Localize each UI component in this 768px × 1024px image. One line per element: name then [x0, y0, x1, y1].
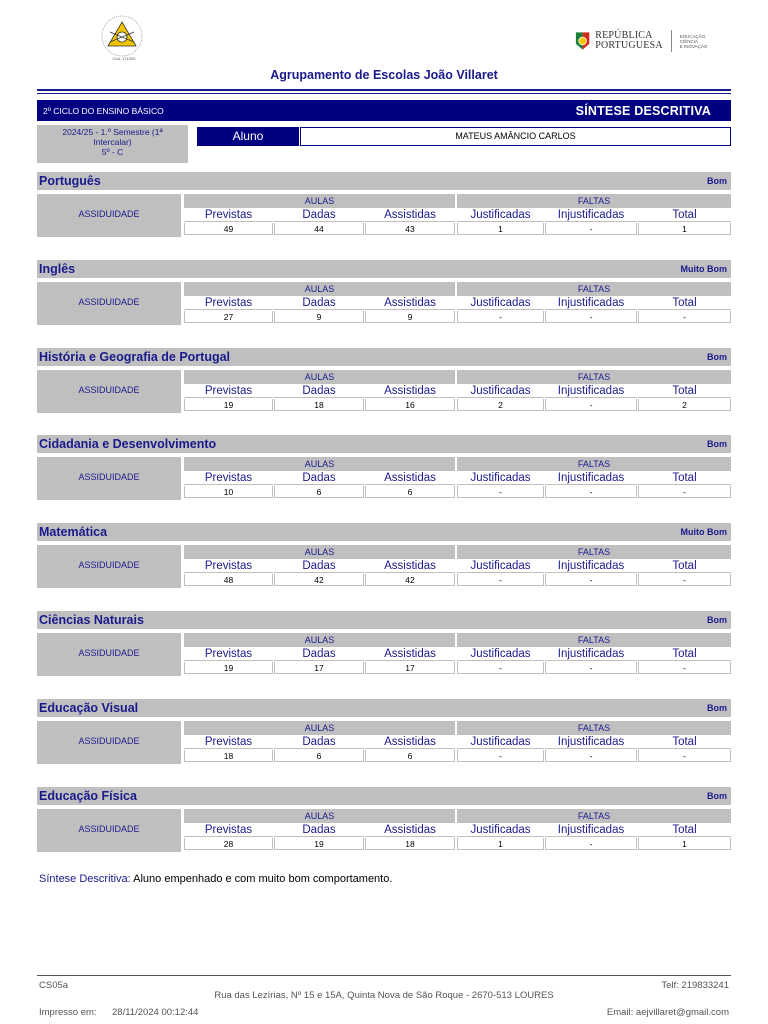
title-bar: [37, 100, 731, 121]
column-header-assistidas: Assistidas: [365, 209, 455, 222]
column-header-justificadas: Justificadas: [457, 472, 544, 485]
sintese-label: Síntese Descritiva:: [39, 873, 131, 885]
cell-justificadas: -: [457, 750, 544, 762]
subject-grade: Bom: [707, 176, 727, 186]
subject-grade: Muito Bom: [680, 264, 727, 274]
column-header-total: Total: [638, 209, 731, 222]
column-header-total: Total: [638, 648, 731, 661]
column-header-justificadas: Justificadas: [457, 824, 544, 837]
cell-dadas: 6: [274, 750, 364, 762]
ministry-text: EDUCAÇÃO, CIÊNCIA E INOVAÇÃO: [679, 33, 708, 49]
cell-total: 2: [638, 399, 731, 411]
cell-total: 1: [638, 838, 731, 850]
cell-injustificadas: -: [545, 486, 637, 498]
subject-block: [37, 787, 731, 853]
republica-text: REPÚBLICA PORTUGUESA: [595, 30, 663, 51]
cell-previstas: 19: [184, 399, 273, 411]
cycle-label: 2º CICLO DO ENSINO BÁSICO: [43, 105, 164, 116]
cell-justificadas: -: [457, 486, 544, 498]
subject-name: Educação Física: [39, 789, 137, 803]
column-header-assistidas: Assistidas: [365, 648, 455, 661]
column-header-justificadas: Justificadas: [457, 736, 544, 749]
assiduidade-label: ASSIDUIDADE: [37, 282, 181, 325]
faltas-group-header: FALTAS: [457, 457, 731, 471]
cell-justificadas: -: [457, 574, 544, 586]
subject-header: [37, 787, 731, 805]
subject-header: [37, 611, 731, 629]
cell-justificadas: 2: [457, 399, 544, 411]
footer-address: Rua das Lezírias, Nº 15 e 15A, Quinta Nova de São Roque - 2670-513 LOURES: [214, 990, 554, 1001]
student-label: Aluno: [197, 127, 299, 146]
cell-assistidas: 6: [365, 486, 455, 498]
column-header-injustificadas: Injustificadas: [545, 385, 637, 398]
column-header-assistidas: Assistidas: [365, 297, 455, 310]
republica-logo: [574, 26, 724, 56]
subject-name: Matemática: [39, 525, 108, 539]
column-header-previstas: Previstas: [184, 472, 273, 485]
cell-injustificadas: -: [545, 750, 637, 762]
form-code: CS05a: [39, 980, 69, 991]
cell-dadas: 17: [274, 662, 364, 674]
aulas-group-header: AULAS: [184, 545, 455, 559]
subject-name: Cidadania e Desenvolvimento: [39, 437, 217, 451]
subject-block: [37, 699, 731, 765]
cell-injustificadas: -: [545, 662, 637, 674]
cell-injustificadas: -: [545, 399, 637, 411]
cell-injustificadas: -: [545, 838, 637, 850]
column-header-justificadas: Justificadas: [457, 560, 544, 573]
column-header-total: Total: [638, 736, 731, 749]
aulas-group-header: AULAS: [184, 370, 455, 384]
assiduidade-label: ASSIDUIDADE: [37, 721, 181, 764]
column-header-assistidas: Assistidas: [365, 560, 455, 573]
subject-block: [37, 172, 731, 238]
header-rule: [37, 89, 731, 91]
cell-assistidas: 42: [365, 574, 455, 586]
subject-grade: Muito Bom: [680, 527, 727, 537]
column-header-total: Total: [638, 385, 731, 398]
subject-header: [37, 523, 731, 541]
footer-email: Email: aejvillaret@gmail.com: [606, 1007, 729, 1018]
cell-total: -: [638, 750, 731, 762]
cell-injustificadas: -: [545, 574, 637, 586]
aulas-group-header: AULAS: [184, 282, 455, 296]
cell-justificadas: 1: [457, 838, 544, 850]
cell-assistidas: 18: [365, 838, 455, 850]
assiduidade-label: ASSIDUIDADE: [37, 633, 181, 676]
printed-label: Impresso em:: [39, 1007, 97, 1018]
faltas-group-header: FALTAS: [457, 370, 731, 384]
aulas-group-header: AULAS: [184, 721, 455, 735]
aulas-group-header: AULAS: [184, 194, 455, 208]
subject-name: História e Geografia de Portugal: [39, 350, 231, 364]
cell-assistidas: 17: [365, 662, 455, 674]
faltas-group-header: FALTAS: [457, 721, 731, 735]
column-header-total: Total: [638, 560, 731, 573]
flag-emblem-icon: [574, 30, 591, 52]
subject-block: [37, 523, 731, 589]
column-header-total: Total: [638, 824, 731, 837]
subject-grade: Bom: [707, 615, 727, 625]
column-header-previstas: Previstas: [184, 385, 273, 398]
header-rule-thin: [37, 93, 731, 94]
column-header-dadas: Dadas: [274, 385, 364, 398]
cell-dadas: 9: [274, 311, 364, 323]
subject-block: [37, 260, 731, 326]
school-name: Agrupamento de Escolas João Villaret: [270, 68, 498, 82]
cell-injustificadas: -: [545, 311, 637, 323]
subject-block: [37, 348, 731, 414]
subject-header: [37, 348, 731, 366]
column-header-justificadas: Justificadas: [457, 648, 544, 661]
subject-header: [37, 172, 731, 190]
cell-previstas: 19: [184, 662, 273, 674]
cell-previstas: 18: [184, 750, 273, 762]
column-header-injustificadas: Injustificadas: [545, 824, 637, 837]
faltas-group-header: FALTAS: [457, 633, 731, 647]
column-header-injustificadas: Injustificadas: [545, 472, 637, 485]
document-title: SÍNTESE DESCRITIVA: [575, 103, 711, 118]
subject-name: Ciências Naturais: [39, 613, 144, 627]
subject-grade: Bom: [707, 439, 727, 449]
column-header-previstas: Previstas: [184, 297, 273, 310]
aulas-group-header: AULAS: [184, 809, 455, 823]
column-header-assistidas: Assistidas: [365, 824, 455, 837]
cell-dadas: 18: [274, 399, 364, 411]
cell-total: 1: [638, 223, 731, 235]
period-line1: 2024/25 - 1.º Semestre (1ª: [62, 127, 163, 137]
column-header-dadas: Dadas: [274, 824, 364, 837]
assiduidade-label: ASSIDUIDADE: [37, 545, 181, 588]
column-header-total: Total: [638, 472, 731, 485]
column-header-justificadas: Justificadas: [457, 385, 544, 398]
faltas-group-header: FALTAS: [457, 545, 731, 559]
subject-name: Inglês: [39, 262, 76, 276]
cell-total: -: [638, 574, 731, 586]
subject-header: [37, 435, 731, 453]
cell-dadas: 44: [274, 223, 364, 235]
column-header-injustificadas: Injustificadas: [545, 209, 637, 222]
assiduidade-label: ASSIDUIDADE: [37, 194, 181, 237]
subject-block: [37, 435, 731, 501]
column-header-justificadas: Justificadas: [457, 297, 544, 310]
cell-previstas: 48: [184, 574, 273, 586]
logo-divider: [671, 30, 672, 52]
cell-dadas: 42: [274, 574, 364, 586]
faltas-group-header: FALTAS: [457, 809, 731, 823]
subject-grade: Bom: [707, 352, 727, 362]
cell-justificadas: -: [457, 662, 544, 674]
printed-date: 28/11/2024 00:12:44: [112, 1007, 199, 1018]
column-header-assistidas: Assistidas: [365, 472, 455, 485]
school-logo: [96, 12, 148, 64]
cell-previstas: 49: [184, 223, 273, 235]
student-name: MATEUS AMÂNCIO CARLOS: [300, 127, 731, 146]
cell-total: -: [638, 486, 731, 498]
footer-rule: [37, 975, 731, 976]
sintese-text: Aluno empenhado e com muito bom comportamento.: [133, 873, 393, 885]
subject-block: [37, 611, 731, 677]
aulas-group-header: AULAS: [184, 633, 455, 647]
sintese-descritiva: [39, 873, 392, 885]
column-header-dadas: Dadas: [274, 472, 364, 485]
assiduidade-label: ASSIDUIDADE: [37, 457, 181, 500]
column-header-justificadas: Justificadas: [457, 209, 544, 222]
class-label: 5º - C: [101, 147, 124, 157]
column-header-dadas: Dadas: [274, 297, 364, 310]
column-header-injustificadas: Injustificadas: [545, 648, 637, 661]
cell-assistidas: 16: [365, 399, 455, 411]
cell-justificadas: -: [457, 311, 544, 323]
cell-injustificadas: -: [545, 223, 637, 235]
column-header-injustificadas: Injustificadas: [545, 297, 637, 310]
column-header-injustificadas: Injustificadas: [545, 736, 637, 749]
subject-name: Português: [39, 174, 101, 188]
cell-dadas: 19: [274, 838, 364, 850]
column-header-previstas: Previstas: [184, 209, 273, 222]
column-header-assistidas: Assistidas: [365, 385, 455, 398]
faltas-group-header: FALTAS: [457, 194, 731, 208]
cell-assistidas: 43: [365, 223, 455, 235]
column-header-dadas: Dadas: [274, 648, 364, 661]
cell-assistidas: 6: [365, 750, 455, 762]
assiduidade-label: ASSIDUIDADE: [37, 809, 181, 852]
period-line2: Intercalar): [93, 137, 132, 147]
cell-previstas: 10: [184, 486, 273, 498]
column-header-injustificadas: Injustificadas: [545, 560, 637, 573]
column-header-previstas: Previstas: [184, 736, 273, 749]
period-box: [37, 125, 188, 163]
subject-header: [37, 260, 731, 278]
footer-phone: Telf: 219833241: [661, 980, 729, 991]
cell-previstas: 27: [184, 311, 273, 323]
column-header-previstas: Previstas: [184, 824, 273, 837]
cell-previstas: 28: [184, 838, 273, 850]
column-header-dadas: Dadas: [274, 560, 364, 573]
column-header-dadas: Dadas: [274, 736, 364, 749]
cell-total: -: [638, 311, 731, 323]
assiduidade-label: ASSIDUIDADE: [37, 370, 181, 413]
column-header-previstas: Previstas: [184, 560, 273, 573]
cell-assistidas: 9: [365, 311, 455, 323]
column-header-total: Total: [638, 297, 731, 310]
cell-justificadas: 1: [457, 223, 544, 235]
subject-grade: Bom: [707, 703, 727, 713]
cell-dadas: 6: [274, 486, 364, 498]
aulas-group-header: AULAS: [184, 457, 455, 471]
column-header-dadas: Dadas: [274, 209, 364, 222]
subject-name: Educação Visual: [39, 701, 139, 715]
column-header-assistidas: Assistidas: [365, 736, 455, 749]
cell-total: -: [638, 662, 731, 674]
subject-grade: Bom: [707, 791, 727, 801]
column-header-previstas: Previstas: [184, 648, 273, 661]
logo-caption: Cód. 171000: [112, 56, 136, 61]
subject-header: [37, 699, 731, 717]
faltas-group-header: FALTAS: [457, 282, 731, 296]
